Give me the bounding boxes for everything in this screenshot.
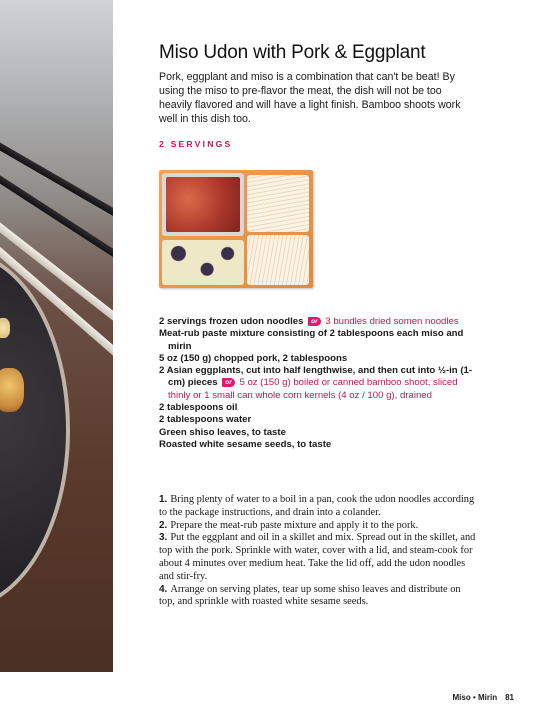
ingredient-item xyxy=(159,427,477,439)
step-number: 4. xyxy=(159,583,168,595)
or-badge: or xyxy=(308,317,321,326)
ingredients-list xyxy=(159,316,477,451)
ingredient-main: 5 oz (150 g) chopped pork, 2 tablespoons xyxy=(159,352,348,364)
photo-noodles-top xyxy=(247,175,309,232)
ingredient-item xyxy=(159,316,477,328)
photo-pork xyxy=(162,173,244,236)
food-piece xyxy=(0,368,24,412)
ingredient-main: Roasted white sesame seeds, to taste xyxy=(159,438,332,450)
step-number: 1. xyxy=(159,494,168,505)
step-number: 2. xyxy=(159,519,168,531)
food-piece-small xyxy=(0,318,10,338)
chopstick-dark-1 xyxy=(0,120,113,246)
step-item xyxy=(159,532,479,583)
photo-noodles-bottom xyxy=(247,235,309,285)
recipe-intro: Pork, eggplant and miso is a combination that can't be beat! By using the miso to pre-flavor the meat, the dish will not be too heavily flavored and will have a light finish. Bamboo shoots work well in this dish too. xyxy=(159,71,461,125)
dish-photo xyxy=(0,0,113,672)
ingredient-item xyxy=(159,328,477,353)
ingredient-main: 2 tablespoons water xyxy=(159,414,252,426)
step-text: Bring plenty of water to a boil in a pan, cook the udon noodles according to the package instructions, and drain into a colander. xyxy=(159,494,475,518)
ingredient-item xyxy=(159,439,477,451)
step-item xyxy=(159,584,479,610)
ingredient-main: Green shiso leaves, to taste xyxy=(159,426,286,438)
ingredient-alternative: 3 bundles dried somen noodles xyxy=(325,316,459,327)
step-number: 3. xyxy=(159,532,168,544)
ingredient-item xyxy=(159,365,477,402)
ingredient-main: Meat-rub paste mixture consisting of 2 tablespoons each miso and mirin xyxy=(159,328,464,352)
ingredient-main: 2 tablespoons oil xyxy=(159,402,238,414)
recipe-title: Miso Udon with Pork & Eggplant xyxy=(159,42,426,63)
step-item xyxy=(159,494,479,520)
ingredients-photo xyxy=(159,170,313,288)
photo-eggplant xyxy=(162,240,244,285)
step-item xyxy=(159,520,479,533)
ingredient-item xyxy=(159,414,477,426)
ingredient-item xyxy=(159,353,477,365)
servings-label: 2 SERVINGS xyxy=(159,139,233,149)
page-number: 81 xyxy=(505,693,514,702)
footer-section: Miso • Mirin xyxy=(452,693,498,702)
or-badge: or xyxy=(222,378,235,387)
step-text: Arrange on serving plates, tear up some shiso leaves and distribute on top, and sprinkle with roasted white sesame seeds. xyxy=(159,583,461,608)
step-text: Put the eggplant and oil in a skillet and mix. Spread out in the skillet, and top with the pork. Sprinkle with water, cover with a lid, and steam-cook for about 4 minutes over medium heat. Take the lid off, add the udon noodles and stir-fry. xyxy=(159,532,476,582)
step-text: Prepare the meat-rub paste mixture and apply it to the pork. xyxy=(170,519,419,531)
page-footer xyxy=(453,693,514,702)
ingredient-main: 2 servings frozen udon noodles xyxy=(159,316,304,327)
ingredient-alternative: 5 oz (150 g) boiled or canned bamboo shoot, sliced thinly or 1 small can whole corn kernels (4 oz / 100 g), drained xyxy=(168,377,458,401)
ingredient-main: 2 Asian eggplants, cut into half lengthwise, and then cut into ½-in (1-cm) pieces xyxy=(159,365,473,389)
ingredient-item xyxy=(159,402,477,414)
steps-list xyxy=(159,494,479,609)
